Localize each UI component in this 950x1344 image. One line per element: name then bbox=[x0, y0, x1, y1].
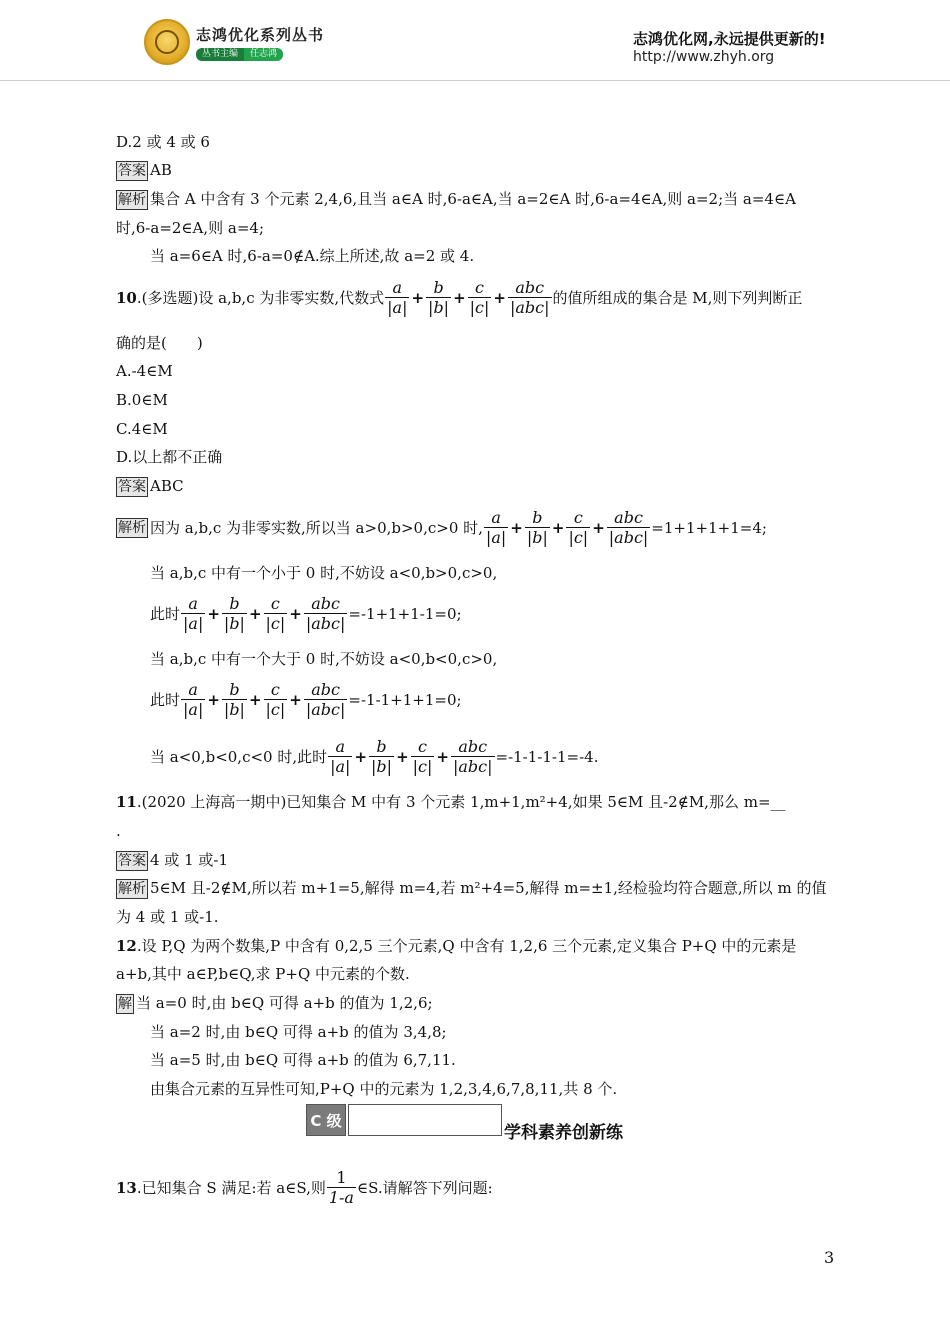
q10-case-3: 当 a,b,c 中有一个大于 0 时,不妨设 a<0,b<0,c>0, bbox=[150, 650, 498, 668]
q9-analysis-3: 当 a=6∈A 时,6-a=0∉A.综上所述,故 a=2 或 4. bbox=[150, 247, 475, 265]
q9-analysis-1: 集合 A 中含有 3 个元素 2,4,6,且当 a∈A 时,6-a∈A,当 a=2∈A 时,6-a=4∈A,则 a=2;当 a=4∈A bbox=[150, 190, 796, 208]
q11-analysis-2: 为 4 或 1 或-1. bbox=[116, 908, 219, 926]
fraction-c: $\frac{c}{|c|}$ bbox=[412, 737, 433, 776]
fraction-a: $\frac{a}{|a|}$ bbox=[183, 594, 204, 633]
q10-case-4: 当 a<0,b<0,c<0 时,此时 bbox=[150, 748, 328, 766]
plus-sign: + bbox=[289, 604, 302, 623]
plus-sign: + bbox=[207, 604, 220, 623]
q10-result-2: =-1+1+1-1=0; bbox=[348, 604, 462, 623]
q12-stem-line bbox=[116, 936, 796, 956]
fraction-b: $\frac{b}{|b|}$ bbox=[223, 594, 245, 633]
analysis-tag: 解析 bbox=[118, 519, 146, 536]
plus-sign: + bbox=[396, 747, 409, 766]
q12-number: 12 bbox=[116, 937, 137, 955]
fraction-b: $\frac{b}{|b|}$ bbox=[371, 737, 393, 776]
fraction-a: $\frac{a}{|a|}$ bbox=[387, 278, 408, 317]
q10-analysis-1: 因为 a,b,c 为非零实数,所以当 a>0,b>0,c>0 时, bbox=[150, 519, 483, 537]
q10-analysis-line-3 bbox=[150, 680, 462, 719]
fraction-c: $\frac{c}{|c|}$ bbox=[469, 278, 490, 317]
analysis-tag: 解析 bbox=[118, 881, 146, 897]
q12-stem-1: .设 P,Q 为两个数集,P 中含有 0,2,5 三个元素,Q 中含有 1,2,6 三个元素,定义集合 P+Q 中的元素是 bbox=[136, 937, 797, 955]
fraction-abc: $\frac{\text{abc}}{\text{|abc|}}$ bbox=[305, 680, 346, 719]
q9-option-d: D.2 或 4 或 6 bbox=[116, 133, 210, 151]
fraction-b: $\frac{b}{|b|}$ bbox=[428, 278, 450, 317]
plus-sign: + bbox=[207, 690, 220, 709]
series-title: 志鸿优化系列丛书 bbox=[196, 26, 325, 44]
q10-result-3: =-1-1+1+1=0; bbox=[348, 690, 462, 709]
section-title: 学科素养创新练 bbox=[504, 1123, 623, 1143]
q12-solution-1: 当 a=0 时,由 b∈Q 可得 a+b 的值为 1,2,6; bbox=[136, 994, 433, 1012]
q13-stem-a: .已知集合 S 满足:若 a∈S,则 bbox=[136, 1179, 326, 1197]
fraction-abc: $\frac{\text{abc}}{\text{|abc|}}$ bbox=[509, 278, 550, 317]
q10-option-d: D.以上都不正确 bbox=[116, 448, 223, 466]
plus-sign: + bbox=[551, 518, 565, 537]
q10-stem-b: 的值所组成的集合是 M,则下列判断正 bbox=[552, 289, 803, 307]
q10-result-1: =1+1+1+1=4; bbox=[651, 518, 767, 537]
editor-label: 丛书主编 bbox=[196, 48, 244, 61]
header-divider bbox=[0, 80, 950, 81]
fraction-c: $\frac{c}{|c|}$ bbox=[568, 508, 589, 547]
q10-result-4: =-1-1-1-1=-4. bbox=[495, 747, 599, 766]
q10-option-a: A.-4∈M bbox=[116, 362, 173, 380]
plus-sign: + bbox=[510, 518, 523, 537]
q13-stem-b: ∈S.请解答下列问题: bbox=[356, 1179, 493, 1197]
fraction-a: $\frac{a}{|a|}$ bbox=[330, 737, 351, 776]
analysis-tag: 解析 bbox=[118, 192, 146, 208]
q9-answer: AB bbox=[150, 161, 172, 179]
plus-sign: + bbox=[453, 288, 466, 307]
q11-answer: 4 或 1 或-1 bbox=[150, 851, 229, 869]
q9-answer-line bbox=[116, 160, 172, 181]
page-number: 3 bbox=[824, 1248, 835, 1267]
plus-sign: + bbox=[248, 690, 262, 709]
section-blank-box bbox=[348, 1104, 502, 1136]
answer-tag: 答案 bbox=[118, 479, 146, 495]
q9-analysis-line bbox=[116, 189, 796, 210]
q13-stem-line bbox=[116, 1168, 493, 1207]
q11-answer-line bbox=[116, 850, 228, 871]
q12-solution-2: 当 a=2 时,由 b∈Q 可得 a+b 的值为 3,4,8; bbox=[150, 1023, 447, 1041]
q10-answer-line bbox=[116, 476, 184, 497]
fraction-abc: $\frac{\text{abc}}{\text{|abc|}}$ bbox=[305, 594, 346, 633]
solution-tag: 解 bbox=[118, 996, 132, 1012]
q10-analysis-line-1 bbox=[116, 508, 767, 547]
fraction-a: $\frac{a}{|a|}$ bbox=[183, 680, 204, 719]
plus-sign: + bbox=[354, 747, 368, 766]
plus-sign: + bbox=[493, 288, 506, 307]
q10-stem-c: 确的是( ) bbox=[116, 334, 203, 352]
q10-option-b: B.0∈M bbox=[116, 391, 168, 409]
plus-sign: + bbox=[248, 604, 262, 623]
plus-sign: + bbox=[289, 690, 302, 709]
q9-analysis-2: 时,6-a=2∈A,则 a=4; bbox=[116, 219, 265, 237]
q10-case-2: 当 a,b,c 中有一个小于 0 时,不妨设 a<0,b>0,c>0, bbox=[150, 564, 498, 582]
q10-then: 此时 bbox=[150, 605, 181, 623]
q11-analysis-1: 5∈M 且-2∉M,所以若 m+1=5,解得 m=4,若 m²+4=5,解得 m=±1,经检验均符合题意,所以 m 的值 bbox=[150, 879, 827, 897]
section-header bbox=[306, 1104, 646, 1143]
q10-answer: ABC bbox=[150, 477, 184, 495]
plus-sign: + bbox=[592, 518, 605, 537]
fraction-a: $\frac{a}{|a|}$ bbox=[485, 508, 507, 547]
fraction-b: $\frac{b}{|b|}$ bbox=[526, 508, 548, 547]
plus-sign: + bbox=[436, 747, 449, 766]
fraction-abc: $\frac{\text{abc}}{\text{|abc|}}$ bbox=[608, 508, 649, 547]
publisher-logo bbox=[144, 19, 190, 65]
q10-then: 此时 bbox=[150, 691, 181, 709]
fraction-c: $\frac{c}{|c|}$ bbox=[265, 680, 286, 719]
page-header bbox=[0, 0, 950, 80]
editor-tag bbox=[196, 48, 283, 61]
editor-name: 任志鸿 bbox=[244, 48, 283, 61]
q10-number: 10 bbox=[116, 288, 137, 307]
q11-stem: .(2020 上海高一期中)已知集合 M 中有 3 个元素 1,m+1,m²+4,如果 5∈M 且-2∉M,那么 m=__ bbox=[136, 793, 786, 811]
q12-solution-line bbox=[116, 993, 433, 1014]
fraction-b: $\frac{b}{|b|}$ bbox=[223, 680, 245, 719]
q10-analysis-line-2 bbox=[150, 594, 462, 633]
plus-sign: + bbox=[411, 288, 425, 307]
q12-solution-4: 由集合元素的互异性可知,P+Q 中的元素为 1,2,3,4,6,7,8,11,共 8 个. bbox=[150, 1080, 618, 1098]
q10-option-c: C.4∈M bbox=[116, 420, 168, 438]
answer-tag: 答案 bbox=[118, 163, 146, 179]
header-url[interactable]: http://www.zhyh.org bbox=[633, 49, 775, 65]
fraction-one-over-one-minus-a: $\frac{1}{1-a}$ bbox=[328, 1168, 354, 1207]
q10-stem-a: .(多选题)设 a,b,c 为非零实数,代数式 bbox=[136, 289, 385, 307]
q13-number: 13 bbox=[116, 1178, 137, 1197]
section-level-badge: C 级 bbox=[306, 1104, 346, 1136]
fraction-c: $\frac{c}{|c|}$ bbox=[265, 594, 286, 633]
q12-stem-2: a+b,其中 a∈P,b∈Q,求 P+Q 中元素的个数. bbox=[116, 965, 410, 983]
answer-tag: 答案 bbox=[118, 853, 146, 869]
q11-stem-end: . bbox=[116, 822, 121, 840]
header-slogan: 志鸿优化网,永远提供更新的! bbox=[633, 30, 826, 48]
fraction-abc: $\frac{\text{abc}}{\text{|abc|}}$ bbox=[452, 737, 493, 776]
q11-stem-line bbox=[116, 792, 786, 812]
q10-analysis-line-4 bbox=[150, 737, 598, 776]
q12-solution-3: 当 a=5 时,由 b∈Q 可得 a+b 的值为 6,7,11. bbox=[150, 1051, 456, 1069]
q11-number: 11 bbox=[116, 793, 137, 811]
q10-stem-line bbox=[116, 278, 802, 317]
q11-analysis-line bbox=[116, 878, 826, 899]
